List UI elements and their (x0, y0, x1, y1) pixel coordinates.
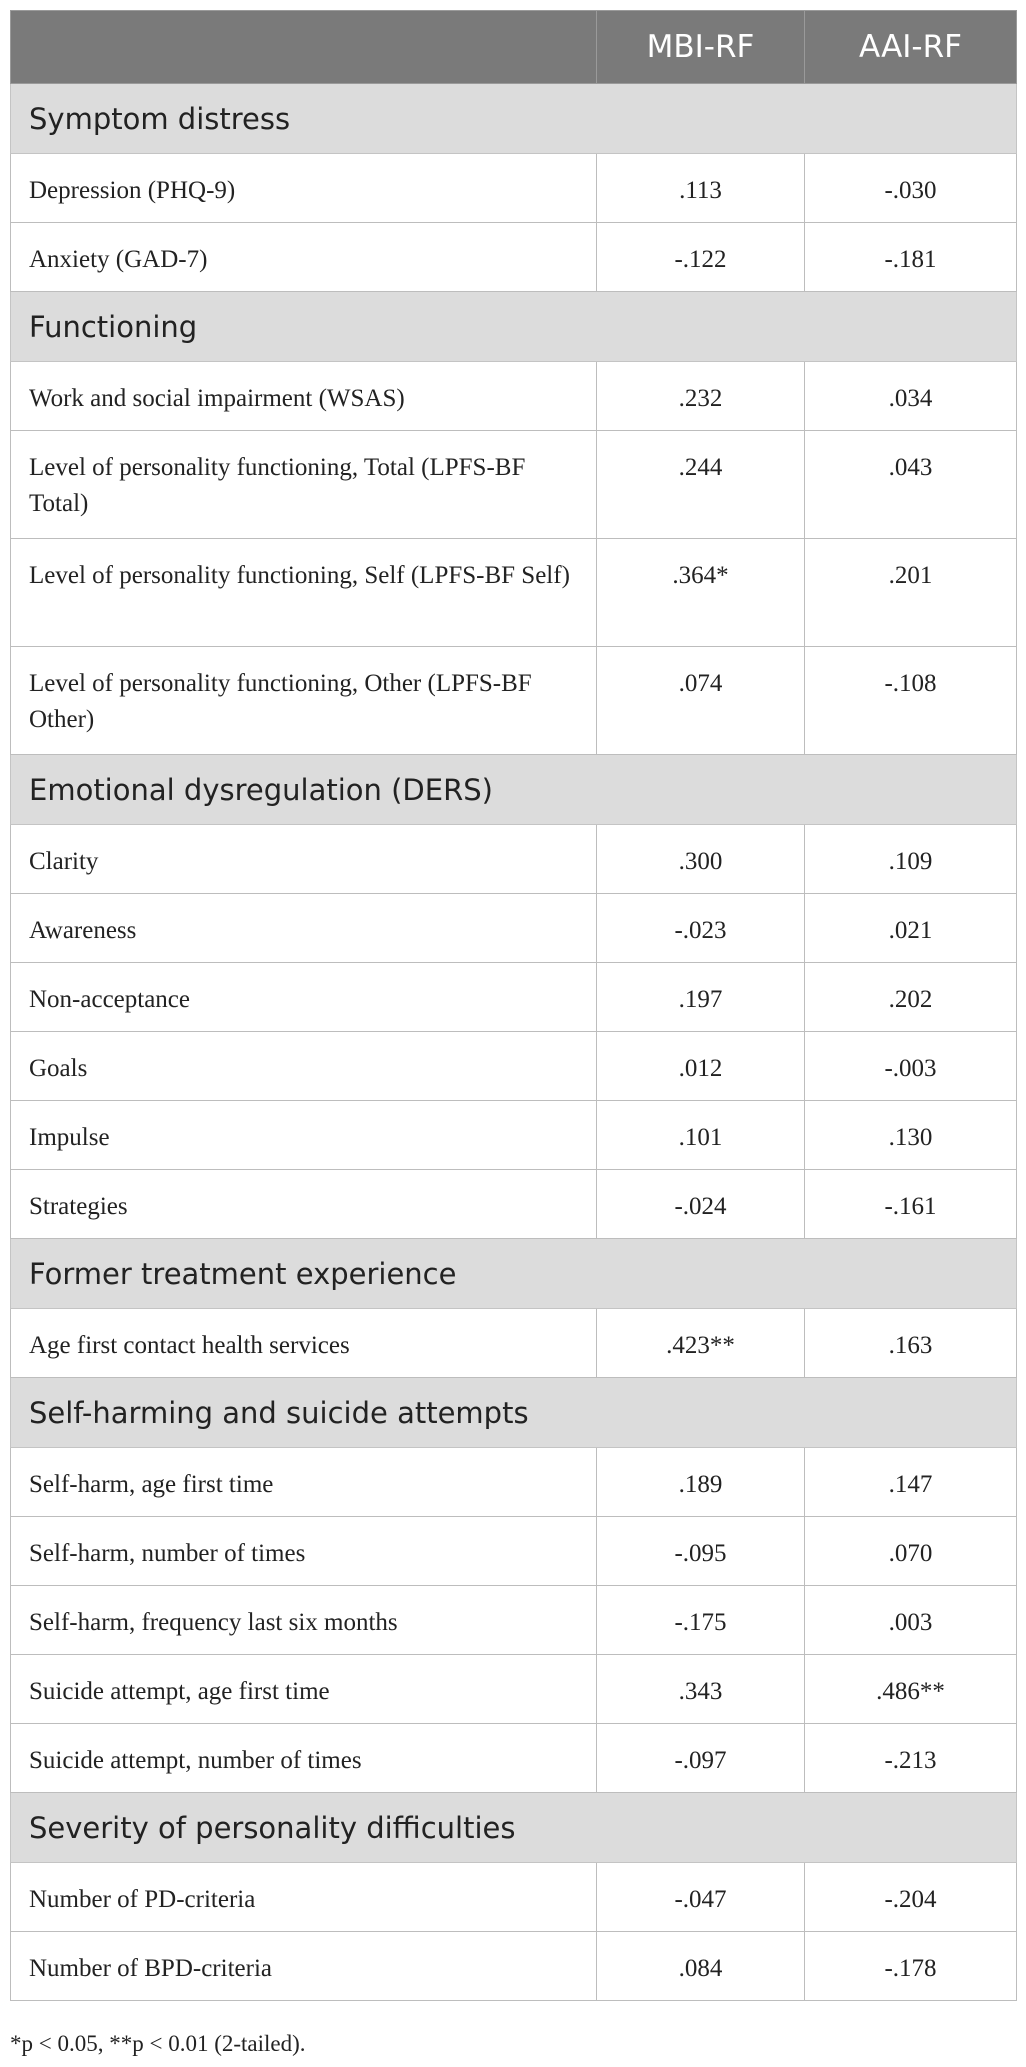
mbi-rf-value: .232 (597, 362, 805, 431)
table-row (11, 1032, 1017, 1101)
row-label: Self-harm, age first time (11, 1448, 597, 1517)
aai-rf-value: -.204 (805, 1863, 1017, 1932)
row-label: Self-harm, number of times (11, 1517, 597, 1586)
row-label: Awareness (11, 894, 597, 963)
mbi-rf-value: .244 (597, 431, 805, 539)
aai-rf-value: -.213 (805, 1724, 1017, 1793)
mbi-rf-value: .364* (597, 539, 805, 647)
section-header-row (11, 292, 1017, 362)
aai-rf-value: -.003 (805, 1032, 1017, 1101)
table-row (11, 223, 1017, 292)
table-row (11, 1309, 1017, 1378)
mbi-rf-value: -.095 (597, 1517, 805, 1586)
row-label: Goals (11, 1032, 597, 1101)
row-label: Number of BPD-criteria (11, 1932, 597, 2001)
row-label: Depression (PHQ-9) (11, 154, 597, 223)
aai-rf-value: -.178 (805, 1932, 1017, 2001)
row-label: Self-harm, frequency last six months (11, 1586, 597, 1655)
aai-rf-value: .021 (805, 894, 1017, 963)
mbi-rf-value: .423** (597, 1309, 805, 1378)
aai-rf-value: .109 (805, 825, 1017, 894)
mbi-rf-value: -.175 (597, 1586, 805, 1655)
row-label: Level of personality functioning, Total (LPFS-BF Total) (11, 431, 597, 539)
table-row (11, 1932, 1017, 2001)
header-mbi-rf: MBI-RF (597, 11, 805, 84)
table-row (11, 647, 1017, 755)
table-row (11, 1863, 1017, 1932)
aai-rf-value: .130 (805, 1101, 1017, 1170)
section-title: Severity of personality difficulties (11, 1793, 1017, 1863)
mbi-rf-value: .084 (597, 1932, 805, 2001)
aai-rf-value: .070 (805, 1517, 1017, 1586)
table-row (11, 1170, 1017, 1239)
section-title: Self-harming and suicide attempts (11, 1378, 1017, 1448)
row-label: Work and social impairment (WSAS) (11, 362, 597, 431)
row-label: Age first contact health services (11, 1309, 597, 1378)
table-row (11, 539, 1017, 647)
mbi-rf-value: -.097 (597, 1724, 805, 1793)
mbi-rf-value: .012 (597, 1032, 805, 1101)
table-row (11, 825, 1017, 894)
mbi-rf-value: -.023 (597, 894, 805, 963)
mbi-rf-value: .074 (597, 647, 805, 755)
section-title: Functioning (11, 292, 1017, 362)
row-label: Impulse (11, 1101, 597, 1170)
section-title: Emotional dysregulation (DERS) (11, 755, 1017, 825)
row-label: Clarity (11, 825, 597, 894)
mbi-rf-value: .101 (597, 1101, 805, 1170)
table-footnote: *p < 0.05, **p < 0.01 (2-tailed). (10, 2031, 306, 2056)
table-row (11, 963, 1017, 1032)
table-row (11, 1101, 1017, 1170)
table-row (11, 1724, 1017, 1793)
row-label: Suicide attempt, number of times (11, 1724, 597, 1793)
mbi-rf-value: .197 (597, 963, 805, 1032)
mbi-rf-value: -.047 (597, 1863, 805, 1932)
aai-rf-value: -.181 (805, 223, 1017, 292)
header-blank-cell (11, 11, 597, 84)
row-label: Strategies (11, 1170, 597, 1239)
table-header-row (11, 11, 1017, 84)
table-row (11, 431, 1017, 539)
aai-rf-value: .147 (805, 1448, 1017, 1517)
section-header-row (11, 1793, 1017, 1863)
table-row (11, 1448, 1017, 1517)
section-title: Former treatment experience (11, 1239, 1017, 1309)
aai-rf-value: .201 (805, 539, 1017, 647)
aai-rf-value: -.161 (805, 1170, 1017, 1239)
table-row (11, 1517, 1017, 1586)
table-row (11, 1586, 1017, 1655)
section-header-row (11, 755, 1017, 825)
aai-rf-value: .043 (805, 431, 1017, 539)
row-label: Number of PD-criteria (11, 1863, 597, 1932)
table-row (11, 362, 1017, 431)
mbi-rf-value: .343 (597, 1655, 805, 1724)
correlation-table (10, 10, 1017, 2001)
table-row (11, 154, 1017, 223)
section-header-row (11, 1378, 1017, 1448)
header-aai-rf: AAI-RF (805, 11, 1017, 84)
aai-rf-value: .202 (805, 963, 1017, 1032)
mbi-rf-value: .300 (597, 825, 805, 894)
table-row (11, 1655, 1017, 1724)
mbi-rf-value: -.122 (597, 223, 805, 292)
aai-rf-value: .486** (805, 1655, 1017, 1724)
aai-rf-value: .003 (805, 1586, 1017, 1655)
row-label: Level of personality functioning, Other (LPFS-BF Other) (11, 647, 597, 755)
table-row (11, 894, 1017, 963)
row-label: Non-acceptance (11, 963, 597, 1032)
aai-rf-value: .034 (805, 362, 1017, 431)
table-body (11, 84, 1017, 2001)
aai-rf-value: -.108 (805, 647, 1017, 755)
section-header-row (11, 1239, 1017, 1309)
row-label: Level of personality functioning, Self (LPFS-BF Self) (11, 539, 597, 647)
mbi-rf-value: -.024 (597, 1170, 805, 1239)
correlation-table-container (10, 10, 1016, 2001)
section-header-row (11, 84, 1017, 154)
mbi-rf-value: .189 (597, 1448, 805, 1517)
section-title: Symptom distress (11, 84, 1017, 154)
aai-rf-value: .163 (805, 1309, 1017, 1378)
aai-rf-value: -.030 (805, 154, 1017, 223)
row-label: Anxiety (GAD-7) (11, 223, 597, 292)
mbi-rf-value: .113 (597, 154, 805, 223)
row-label: Suicide attempt, age first time (11, 1655, 597, 1724)
